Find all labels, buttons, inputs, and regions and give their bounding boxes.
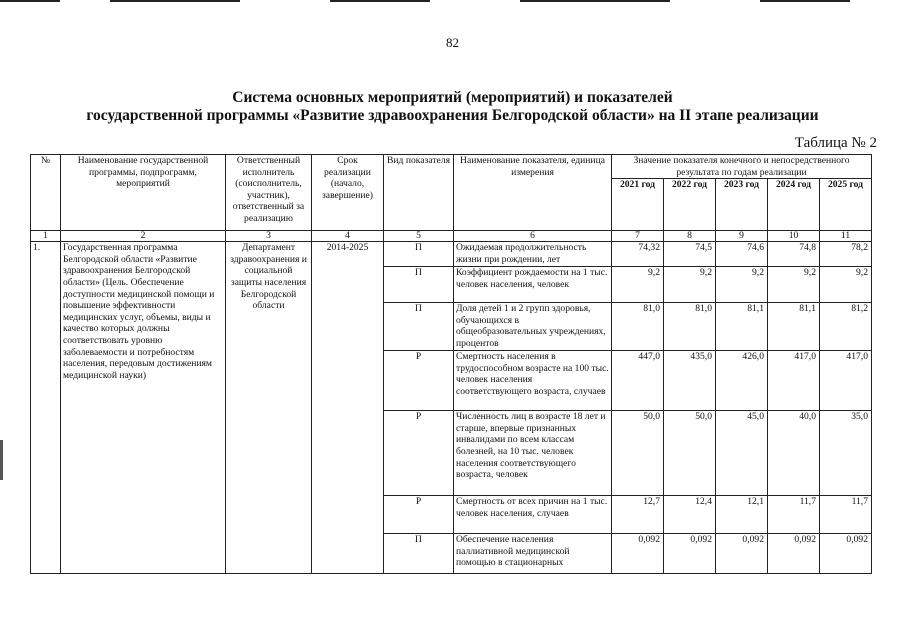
indicator-name: Смертность населения в трудоспособном возрасте на 100 тыс. человек населения соответствующего возраста, случаев (454, 351, 612, 411)
column-number: 9 (716, 231, 768, 242)
indicator-value: 50,0 (664, 411, 716, 496)
document-title-line-1: Система основных мероприятий (мероприятий) и показателей (232, 89, 673, 106)
indicator-value: 426,0 (716, 351, 768, 411)
header-year: 2022 год (664, 179, 716, 231)
column-number-row (31, 231, 872, 242)
responsible-executor: Департамент здравоохранения и социальной защиты населения Белгородской области (226, 242, 312, 574)
indicator-kind: Р (384, 411, 454, 496)
indicator-value: 9,2 (768, 267, 820, 303)
page-number: 82 (446, 35, 459, 50)
program-name: Государственная программа Белгородской области «Развитие здравоохранения Белгородской области» (Цель. Обеспечение доступности медицинской помощи и повышение эффективности медицинских услуг, объемы, виды и качество которых должны соответствовать уровню заболеваемости и потребностям населения, передовым достижениям медицинской науки) (61, 242, 226, 574)
header-year: 2021 год (612, 179, 664, 231)
indicator-name: Смертность от всех причин на 1 тыс. человек населения, случаев (454, 496, 612, 534)
indicator-value: 35,0 (820, 411, 872, 496)
header-year: 2025 год (820, 179, 872, 231)
column-number: 7 (612, 231, 664, 242)
scan-top-edge (0, 0, 905, 3)
indicator-value: 40,0 (768, 411, 820, 496)
indicator-value: 9,2 (612, 267, 664, 303)
indicator-value: 11,7 (768, 496, 820, 534)
indicator-kind: Р (384, 496, 454, 534)
header-kind: Вид показателя (384, 155, 454, 231)
indicator-value: 435,0 (664, 351, 716, 411)
document-title-line-2: государственной программы «Развитие здравоохранения Белгородской области» на II этапе реализации (86, 107, 819, 124)
scan-edge-mark (0, 440, 3, 480)
header-values-group: Значение показателя конечного и непосредственного результата по годам реализации (612, 155, 872, 179)
column-number: 4 (312, 231, 384, 242)
column-number: 5 (384, 231, 454, 242)
indicator-name: Доля детей 1 и 2 групп здоровья, обучающихся в общеобразовательных учреждениях, процентов (454, 303, 612, 351)
column-number: 8 (664, 231, 716, 242)
column-number: 6 (454, 231, 612, 242)
indicator-value: 74,8 (768, 242, 820, 267)
indicator-value: 45,0 (716, 411, 768, 496)
indicator-value: 0,092 (664, 534, 716, 574)
column-number: 1 (31, 231, 61, 242)
table-label: Таблица № 2 (794, 135, 877, 151)
column-number: 10 (768, 231, 820, 242)
indicator-name: Ожидаемая продолжительность жизни при рождении, лет (454, 242, 612, 267)
column-number: 11 (820, 231, 872, 242)
indicators-table (30, 154, 872, 574)
header-num: № (31, 155, 61, 231)
indicator-kind: П (384, 242, 454, 267)
header-indicator: Наименование показателя, единица измерения (454, 155, 612, 231)
indicator-kind: П (384, 534, 454, 574)
indicator-name: Численность лиц в возрасте 18 лет и старше, впервые признанных инвалидами по всем классам болезней, на 10 тыс. человек населения соответствующего возраста, человек (454, 411, 612, 496)
header-responsible: Ответственный исполнитель (соисполнитель, участник), ответственный за реализацию (226, 155, 312, 231)
header-term: Срок реализации (начало, завершение) (312, 155, 384, 231)
implementation-term: 2014-2025 (312, 242, 384, 574)
indicator-value: 78,2 (820, 242, 872, 267)
indicator-value: 9,2 (664, 267, 716, 303)
indicator-value: 74,32 (612, 242, 664, 267)
indicator-value: 81,0 (664, 303, 716, 351)
column-number: 2 (61, 231, 226, 242)
header-row-1 (31, 155, 872, 179)
indicator-name: Коэффициент рождаемости на 1 тыс. человек населения, человек (454, 267, 612, 303)
indicator-value: 417,0 (768, 351, 820, 411)
indicator-value: 74,5 (664, 242, 716, 267)
indicator-value: 12,4 (664, 496, 716, 534)
row-number: 1. (31, 242, 61, 574)
indicator-name: Обеспечение населения паллиативной медицинской помощью в стационарных (454, 534, 612, 574)
column-number: 3 (226, 231, 312, 242)
indicator-kind: П (384, 267, 454, 303)
indicator-value: 74,6 (716, 242, 768, 267)
indicator-value: 417,0 (820, 351, 872, 411)
indicator-value: 81,0 (612, 303, 664, 351)
indicator-value: 0,092 (768, 534, 820, 574)
indicator-value: 0,092 (612, 534, 664, 574)
indicator-value: 12,7 (612, 496, 664, 534)
indicator-value: 0,092 (716, 534, 768, 574)
indicator-value: 81,1 (768, 303, 820, 351)
indicator-kind: Р (384, 351, 454, 411)
indicator-value: 11,7 (820, 496, 872, 534)
table-row (31, 242, 872, 267)
indicator-value: 81,2 (820, 303, 872, 351)
indicator-value: 12,1 (716, 496, 768, 534)
indicator-value: 447,0 (612, 351, 664, 411)
indicator-value: 81,1 (716, 303, 768, 351)
indicator-value: 50,0 (612, 411, 664, 496)
indicator-kind: П (384, 303, 454, 351)
header-year: 2023 год (716, 179, 768, 231)
header-year: 2024 год (768, 179, 820, 231)
indicator-value: 0,092 (820, 534, 872, 574)
header-program: Наименование государственной программы, подпрограмм, мероприятий (61, 155, 226, 231)
indicator-value: 9,2 (820, 267, 872, 303)
indicator-value: 9,2 (716, 267, 768, 303)
